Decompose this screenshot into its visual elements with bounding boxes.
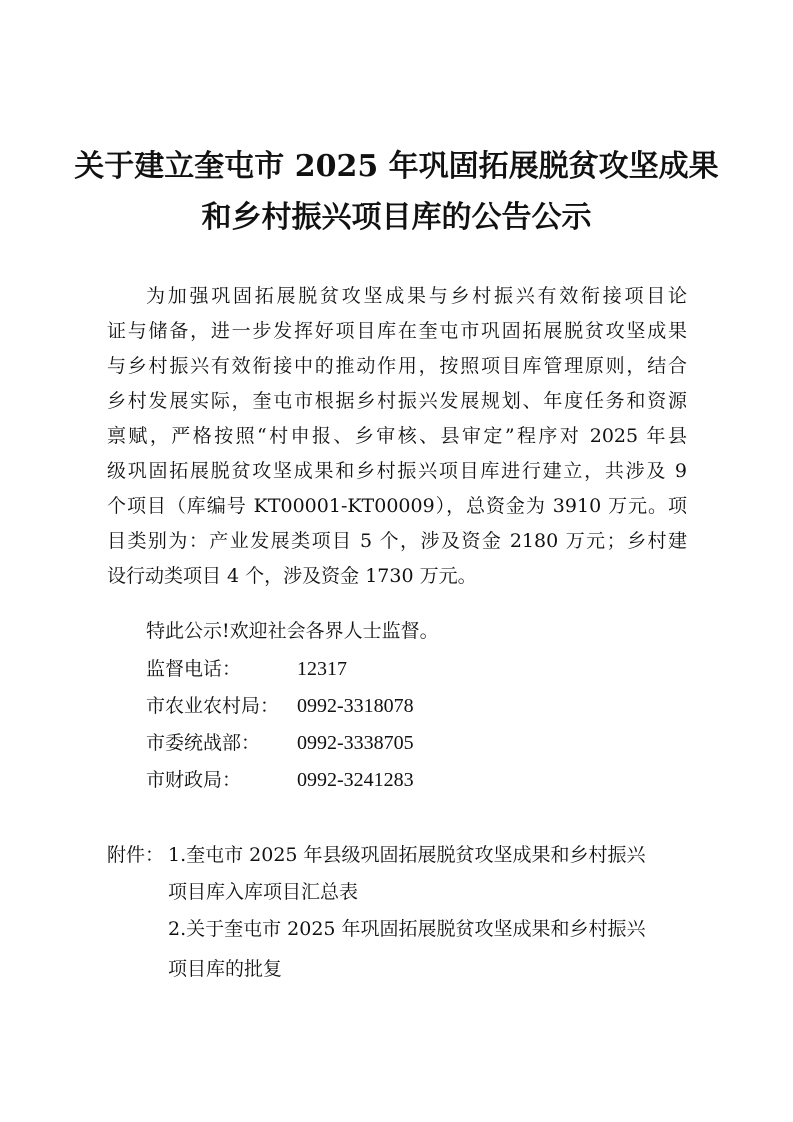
body-paragraph-line: 为加强巩固拓展脱贫攻坚成果与乡村振兴有效衔接项目论	[146, 285, 687, 307]
contact-phone: 0992-3318078	[297, 695, 414, 717]
contact-phone: 0992-3241283	[297, 769, 414, 791]
contact-row-agriculture-bureau	[146, 696, 414, 716]
body-paragraph-line: 目类别为：产业发展类项目 5 个，涉及资金 2180 万元；乡村建	[107, 530, 687, 552]
body-paragraph-line: 证与储备，进一步发挥好项目库在奎屯市巩固拓展脱贫攻坚成果	[107, 320, 687, 342]
body-paragraph-line: 个项目（库编号 KT00001-KT00009），总资金为 3910 万元。项	[107, 495, 687, 517]
contact-label: 市财政局：	[146, 769, 242, 791]
contact-row-supervision	[146, 659, 347, 679]
attachment-1-line-2: 项目库入库项目汇总表	[168, 881, 359, 903]
contact-label: 市农业农村局：	[146, 695, 280, 717]
contact-label: 市委统战部：	[146, 732, 261, 754]
attachment-1-line-1: 1.奎屯市 2025 年县级巩固拓展脱贫攻坚成果和乡村振兴	[168, 844, 646, 866]
attachments-label: 附件：	[107, 844, 165, 866]
attachment-2-line-2: 项目库的批复	[168, 958, 283, 980]
body-paragraph-line: 乡村发展实际，奎屯市根据乡村振兴发展规划、年度任务和资源	[107, 390, 687, 412]
title-line-2: 和乡村振兴项目库的公告公示	[201, 200, 592, 235]
body-paragraph-line: 与乡村振兴有效衔接中的推动作用，按照项目库管理原则，结合	[107, 355, 687, 377]
body-paragraph-line: 级巩固拓展脱贫攻坚成果和乡村振兴项目库进行建立，共涉及 9	[107, 460, 687, 482]
body-paragraph-line: 禀赋，严格按照“村申报、乡审核、县审定”程序对 2025 年县	[107, 425, 687, 447]
attachment-2-line-1: 2.关于奎屯市 2025 年巩固拓展脱贫攻坚成果和乡村振兴	[168, 918, 646, 940]
title-line-1: 关于建立奎屯市 2025 年巩固拓展脱贫攻坚成果	[74, 149, 719, 184]
contact-row-united-front	[146, 733, 414, 753]
body-paragraph-line: 设行动类项目 4 个，涉及资金 1730 万元。	[107, 565, 477, 587]
contact-label: 监督电话：	[146, 658, 242, 680]
contact-phone: 0992-3338705	[297, 732, 414, 754]
contact-row-finance-bureau	[146, 770, 414, 790]
contact-phone: 12317	[297, 658, 347, 680]
closing-statement: 特此公示!欢迎社会各界人士监督。	[146, 620, 439, 642]
